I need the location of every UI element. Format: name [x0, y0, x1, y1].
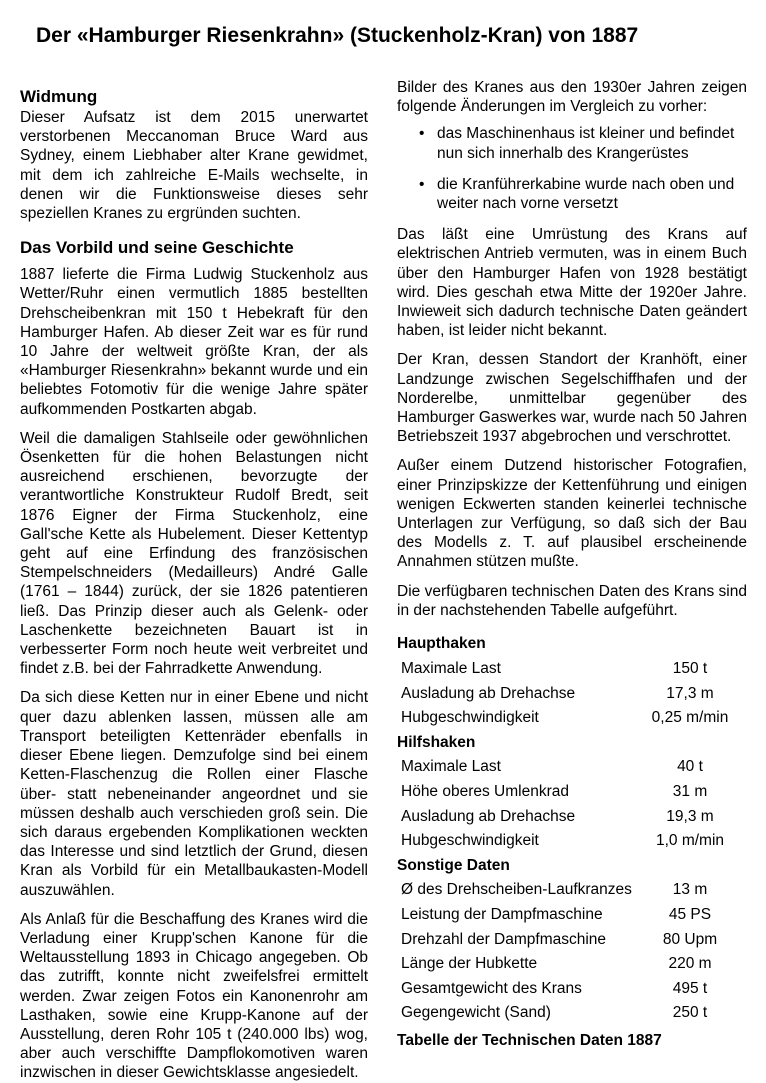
paragraph-history-2: Weil die damaligen Stahlseile oder gewöhnlichen Ösenketten für die hohen Belastungen nicht ausreichend erschienen, bevorzugte der verantwortliche Konstrukteur Rudolf Bredt, seit 1876 Eigner der Firma Stuckenholz, eine Gall'sche Kette als Hubelement. Dieser Kettentyp geht auf eine Erfindung des französischen Stempelschneiders (Medailleurs) André Galle (1761 – 1844) zurück, der sie 1826 patentieren ließ. Das Prinzip dieser auch als Gelenk- oder Laschenkette bezeichneten Bauart ist in verbesserter Form noch heute weit verbreitet und findet z.B. bei der Fahrradkette Anwendung. — [20, 429, 368, 678]
technical-data-table — [397, 632, 745, 1026]
paragraph-history-1: 1887 lieferte die Firma Ludwig Stuckenholz aus Wetter/Ruhr einen vermutlich 1885 bestellten Drehscheibenkran mit 150 t Hebekraft für den Hamburger Hafen. Ab dieser Zeit war es für rund 10 Jahre der weltweit größte Kran, der als «Hamburger Riesenkrahn» bekannt wurde und ein beliebtes Fotomotiv für die wenige Jahre später aufkommenden Postkarten abgab. — [20, 266, 368, 418]
table-row: Maximale Last 150 t — [401, 659, 708, 677]
right-column — [397, 78, 747, 1050]
paragraph-sources: Außer einem Dutzend historischer Fotografien, einer Prinzipskizze der Kettenführung und einigen wenigen Eckwerten standen keinerlei technische Unterlagen zur Verfügung, so daß sich der Bau des Modells z. T. auf plausibel erscheinende Annahmen stützen mußte. — [397, 457, 747, 571]
table-row: Ausladung ab Drehachse 17,3 m — [401, 684, 714, 702]
changes-list — [397, 124, 747, 213]
paragraph-location: Der Kran, dessen Standort der Kranhöft, einer Landzunge zwischen Segelschiffhafen und der Norderelbe, unmittelbar gegenüber des Hamburger Gaswerkes war, wurde nach 50 Jahren Betriebszeit 1937 abgebrochen und verschrottet. — [397, 351, 747, 446]
paragraph-history-4: Als Anlaß für die Beschaffung des Kranes wird die Verladung einer Krupp'schen Kanone für die Weltausstellung 1893 in Chicago angegeben. Ob das zutrifft, konnte nicht zweifelsfrei ermittelt werden. Zwar zeigen Fotos ein Kanonenrohr am Lasthaken, sowie eine Krupp-Kanone auf der Ausstellung, deren Rohr 105 t (240.000 lbs) wog, aber auch verschiffte Dampflokomotiven waren inzwischen in dieser Gewichtsklasse angesiedelt. — [20, 910, 368, 1082]
table-row: Ø des Drehscheiben-Laufkranzes 13 m — [401, 881, 708, 899]
table-section-heading: Haupthaken — [397, 635, 486, 653]
table-section-heading: Sonstige Daten — [397, 856, 510, 874]
list-item: • die Kranführerkabine wurde nach oben und weiter nach vorne versetzt — [419, 175, 735, 213]
bullet-icon: • — [419, 125, 425, 143]
left-column — [20, 86, 368, 1083]
table-row: Maximale Last 40 t — [401, 758, 703, 776]
table-row: Ausladung ab Drehachse 19,3 m — [401, 807, 714, 825]
table-row: Länge der Hubkette 220 m — [401, 955, 712, 973]
page-title: Der «Hamburger Riesenkrahn» (Stuckenholz-Kran) von 1887 — [36, 24, 639, 47]
table-row: Höhe oberes Umlenkrad 31 m — [401, 782, 708, 800]
paragraph-conversion: Das läßt eine Umrüstung des Krans auf elektrischen Antrieb vermuten, was in einem Buch über den Hamburger Hafen von 1928 bestätigt wird. Dies geschah etwa Mitte der 1920er Jahre. Inwieweit sich dadurch technische Daten geändert haben, ist leider nicht bekannt. — [397, 226, 747, 340]
paragraph-table-intro: Die verfügbaren technischen Daten des Krans sind in der nachstehenden Tabelle aufgeführt. — [397, 582, 747, 619]
paragraph-changes-intro: Bilder des Kranes aus den 1930er Jahren zeigen folgende Änderungen im Vergleich zu vorher: — [397, 79, 747, 116]
table-row: Gegengewicht (Sand) 250 t — [401, 1004, 708, 1022]
bullet-icon: • — [419, 175, 425, 193]
table-row: Drehzahl der Dampfmaschine 80 Upm — [401, 930, 718, 948]
list-item: • das Maschinenhaus ist kleiner und befindet nun sich innerhalb des Krangerüstes — [419, 125, 735, 162]
paragraph-history-3: Da sich diese Ketten nur in einer Ebene und nicht quer dazu ablenken lassen, müssen alle am Transport beteiligten Kettenräder ebenfalls in dieser Ebene liegen. Demzufolge sind bei einem Ketten-Flaschenzug die Rollen einer Flasche über- statt nebeneinander angeordnet und sie müssen deshalb auch verschieden groß sein. Die sich daraus ergebenden Komplikationen weckten das Interesse und sind letztlich der Grund, diesen Kran als Vorbild für ein Metallbaukasten-Modell auszuwählen. — [20, 689, 368, 899]
paragraph-widmung: Dieser Aufsatz ist dem 2015 unerwartet verstorbenen Meccanoman Bruce Ward aus Sydney, einem Liebhaber alter Krane gewidmet, mit dem ich zahlreiche E-Mails wechselte, in denen wir die Funktionsweise dieses sehr speziellen Kranes zu ergründen suchten. — [20, 109, 368, 223]
table-row: Hubgeschwindigkeit 0,25 m/min — [401, 709, 729, 727]
table-row: Gesamtgewicht des Krans 495 t — [401, 979, 708, 997]
heading-widmung: Widmung — [20, 87, 98, 106]
table-row: Hubgeschwindigkeit 1,0 m/min — [401, 832, 725, 850]
table-caption: Tabelle der Technischen Daten 1887 — [397, 1031, 662, 1049]
table-row: Leistung der Dampfmaschine 45 PS — [401, 905, 712, 923]
heading-vorbild: Das Vorbild und seine Geschichte — [20, 238, 294, 258]
table-section-heading: Hilfshaken — [397, 733, 476, 751]
